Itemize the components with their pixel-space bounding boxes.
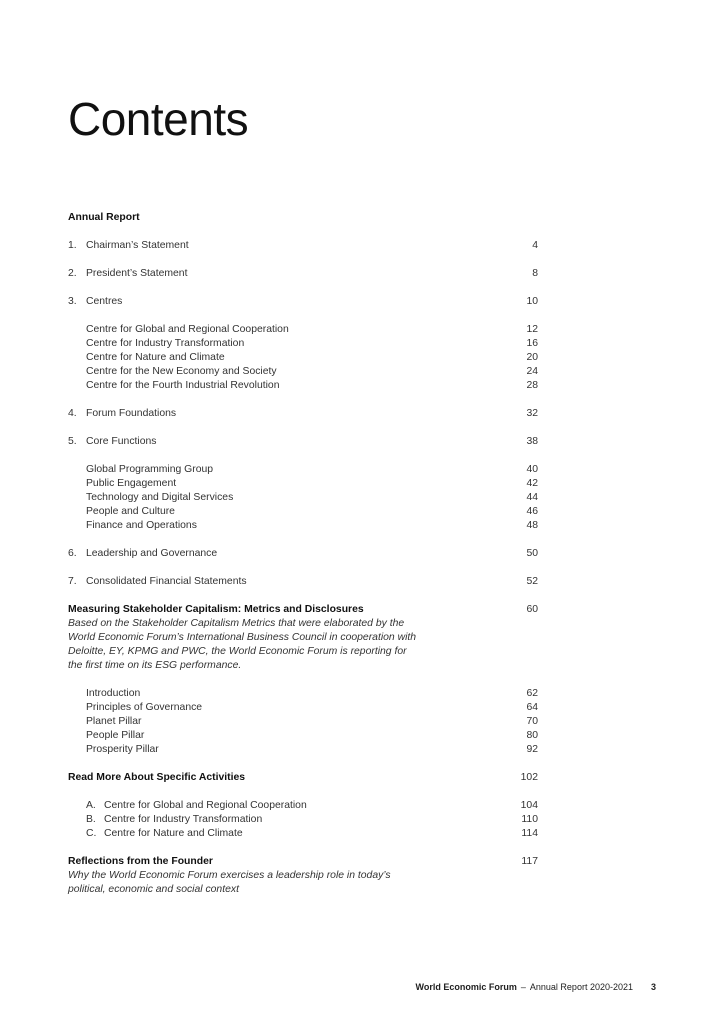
page-number: 44 — [526, 492, 538, 503]
page-number: 24 — [526, 366, 538, 377]
page-number: 40 — [526, 464, 538, 475]
footer-separator: – — [520, 982, 526, 992]
toc-subentry[interactable]: Centre for Nature and Climate 20 — [86, 352, 538, 363]
toc-subentry[interactable]: People and Culture 46 — [86, 506, 538, 517]
section-heading-annual-report: Annual Report — [68, 212, 140, 223]
page-number: 12 — [526, 324, 538, 335]
page-number: 117 — [521, 856, 538, 867]
page-number: 64 — [526, 702, 538, 713]
toc-subentry[interactable]: Prosperity Pillar 92 — [86, 744, 538, 755]
page-number: 102 — [520, 772, 538, 783]
toc-entry-forum-foundations[interactable]: 4. Forum Foundations 32 — [68, 408, 538, 419]
section-heading-reflections[interactable]: Reflections from the Founder 117 — [68, 856, 538, 867]
page-number: 10 — [526, 296, 538, 307]
page-number: 104 — [520, 800, 538, 811]
toc-subentry[interactable]: B. Centre for Industry Transformation 110 — [86, 814, 538, 825]
page-number: 92 — [526, 744, 538, 755]
page-number: 28 — [526, 380, 538, 391]
footer-report: Annual Report 2020-2021 — [529, 982, 633, 992]
page-number: 42 — [526, 478, 538, 489]
section-heading-read-more[interactable]: Read More About Specific Activities 102 — [68, 772, 538, 783]
page-number: 70 — [526, 716, 538, 727]
page-number: 20 — [526, 352, 538, 363]
page-number: 62 — [526, 688, 538, 699]
page-number: 32 — [526, 408, 538, 419]
page-number: 16 — [526, 338, 538, 349]
footer-org: World Economic Forum — [415, 982, 517, 992]
toc-subentry[interactable]: Centre for Industry Transformation 16 — [86, 338, 538, 349]
page-number: 38 — [526, 436, 538, 447]
toc-subentry[interactable]: A. Centre for Global and Regional Cooperation 104 — [86, 800, 538, 811]
toc-subentry[interactable]: Centre for Global and Regional Cooperation 12 — [86, 324, 538, 335]
toc-subentry[interactable]: Principles of Governance 64 — [86, 702, 538, 713]
page-number: 60 — [526, 604, 538, 615]
page-number: 110 — [521, 814, 538, 825]
toc-subentry[interactable]: Technology and Digital Services 44 — [86, 492, 538, 503]
toc-subentry[interactable]: People Pillar 80 — [86, 730, 538, 741]
page-number: 80 — [526, 730, 538, 741]
toc-entry-leadership[interactable]: 6. Leadership and Governance 50 — [68, 548, 538, 559]
footer-page-number: 3 — [650, 982, 656, 992]
toc-entry-core-functions[interactable]: 5. Core Functions 38 — [68, 436, 538, 447]
toc-subentry[interactable]: Global Programming Group 40 — [86, 464, 538, 475]
toc-entry-financial[interactable]: 7. Consolidated Financial Statements 52 — [68, 576, 538, 587]
toc-subentry[interactable]: Public Engagement 42 — [86, 478, 538, 489]
section-description: Why the World Economic Forum exercises a leadership role in today’s political, economic and social context — [68, 870, 391, 895]
page-number: 48 — [526, 520, 538, 531]
toc-subentry[interactable]: Finance and Operations 48 — [86, 520, 538, 531]
section-heading-measuring[interactable]: Measuring Stakeholder Capitalism: Metrics and Disclosures 60 — [68, 604, 538, 615]
page-title: Contents — [68, 93, 249, 145]
page-number: 50 — [526, 548, 538, 559]
toc-subentry[interactable]: Planet Pillar 70 — [86, 716, 538, 727]
toc-entry-chairman[interactable]: 1. Chairman’s Statement 4 — [68, 240, 538, 251]
toc-subentry[interactable]: Centre for the Fourth Industrial Revolution 28 — [86, 380, 538, 391]
toc-entry-centres[interactable]: 3. Centres 10 — [68, 296, 538, 307]
page-footer — [416, 982, 656, 992]
page-number: 4 — [532, 240, 538, 251]
page-number: 46 — [526, 506, 538, 517]
toc-subentry[interactable]: Centre for the New Economy and Society 24 — [86, 366, 538, 377]
section-description: Based on the Stakeholder Capitalism Metrics that were elaborated by the World Economic Forum’s International Business Council in cooperation with Deloitte, EY, KPMG and PWC, the World Economic Forum is reporting for the first time on its ESG performance. — [68, 618, 417, 671]
toc-subentry[interactable]: C. Centre for Nature and Climate 114 — [86, 828, 538, 839]
page-number: 52 — [526, 576, 538, 587]
toc-entry-president[interactable]: 2. President’s Statement 8 — [68, 268, 538, 279]
table-of-contents — [68, 211, 538, 897]
toc-subentry[interactable]: Introduction 62 — [86, 688, 538, 699]
page-number: 114 — [521, 828, 538, 839]
page-number: 8 — [532, 268, 538, 279]
